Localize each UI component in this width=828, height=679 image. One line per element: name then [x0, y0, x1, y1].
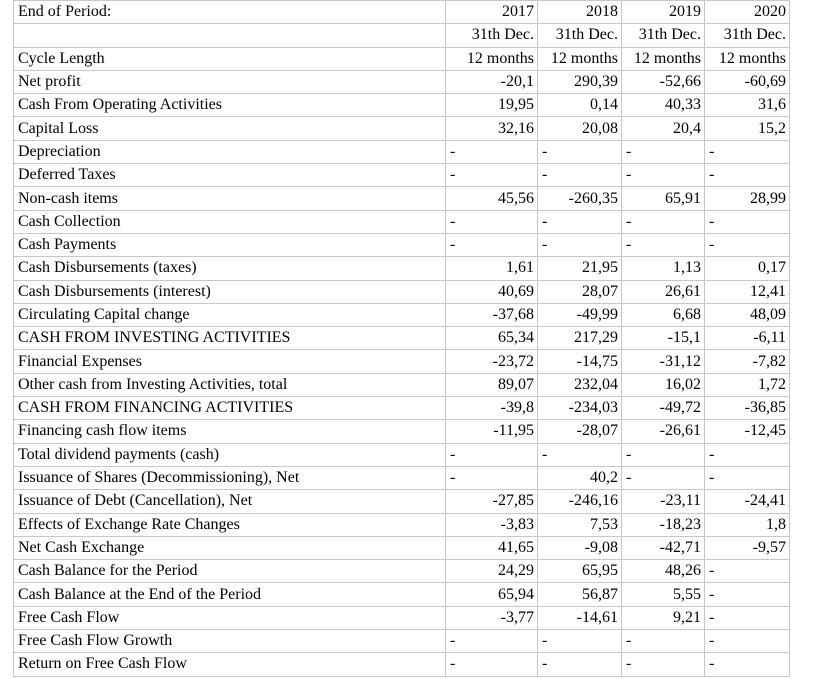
row-label: Cash Payments [14, 233, 446, 256]
row-label: Return on Free Cash Flow [14, 653, 446, 676]
date-2017: 31th Dec. [446, 24, 538, 47]
value-cell: 65,91 [622, 187, 705, 210]
value-cell: 48,09 [705, 303, 790, 326]
value-cell: 1,8 [705, 513, 790, 536]
value-cell: 16,02 [622, 373, 705, 396]
value-cell: 9,21 [622, 606, 705, 629]
value-cell: - [705, 583, 790, 606]
value-cell: - [538, 443, 622, 466]
row-label: Cash Disbursements (interest) [14, 280, 446, 303]
date-2019: 31th Dec. [622, 24, 705, 47]
value-cell: - [705, 140, 790, 163]
table-row [14, 210, 790, 233]
row-label: Total dividend payments (cash) [14, 443, 446, 466]
row-label: Capital Loss [14, 117, 446, 140]
value-cell: 41,65 [446, 536, 538, 559]
value-cell: - [705, 466, 790, 489]
value-cell: 1,72 [705, 373, 790, 396]
value-cell: -49,99 [538, 303, 622, 326]
table-row [14, 94, 790, 117]
value-cell: 1,13 [622, 257, 705, 280]
table-row [14, 443, 790, 466]
value-cell: - [705, 233, 790, 256]
value-cell: -9,57 [705, 536, 790, 559]
value-cell: 20,08 [538, 117, 622, 140]
table-row [14, 140, 790, 163]
row-label: Free Cash Flow [14, 606, 446, 629]
table-row [14, 490, 790, 513]
table-row [14, 606, 790, 629]
row-label: Non-cash items [14, 187, 446, 210]
table-row [14, 397, 790, 420]
value-cell: - [705, 164, 790, 187]
value-cell: - [446, 443, 538, 466]
value-cell: - [538, 630, 622, 653]
value-cell: 65,95 [538, 560, 622, 583]
row-label: Cycle Length [14, 47, 446, 70]
value-cell: - [446, 466, 538, 489]
value-cell: 45,56 [446, 187, 538, 210]
row-label: Financing cash flow items [14, 420, 446, 443]
value-cell: 40,33 [622, 94, 705, 117]
value-cell: -28,07 [538, 420, 622, 443]
value-cell: -24,41 [705, 490, 790, 513]
cash-flow-table [13, 0, 790, 677]
row-label: Cash Balance at the End of the Period [14, 583, 446, 606]
value-cell: - [622, 443, 705, 466]
table-row [14, 420, 790, 443]
value-cell: -60,69 [705, 70, 790, 93]
value-cell: 89,07 [446, 373, 538, 396]
row-label: Issuance of Debt (Cancellation), Net [14, 490, 446, 513]
value-cell: 5,55 [622, 583, 705, 606]
value-cell: 1,61 [446, 257, 538, 280]
value-cell: 31,6 [705, 94, 790, 117]
value-cell: - [538, 233, 622, 256]
row-label: Free Cash Flow Growth [14, 630, 446, 653]
value-cell: - [705, 630, 790, 653]
value-cell: - [705, 560, 790, 583]
date-2020: 31th Dec. [705, 24, 790, 47]
table-row [14, 536, 790, 559]
row-label: Effects of Exchange Rate Changes [14, 513, 446, 536]
value-cell: 28,07 [538, 280, 622, 303]
value-cell: 21,95 [538, 257, 622, 280]
value-cell: - [622, 164, 705, 187]
value-cell: -9,08 [538, 536, 622, 559]
table-row [14, 70, 790, 93]
header-row-years [14, 1, 790, 24]
row-label: CASH FROM INVESTING ACTIVITIES [14, 327, 446, 350]
table-row [14, 47, 790, 70]
value-cell: 40,69 [446, 280, 538, 303]
table-row [14, 560, 790, 583]
row-label: Other cash from Investing Activities, total [14, 373, 446, 396]
value-cell: - [622, 140, 705, 163]
value-cell: - [538, 653, 622, 676]
value-cell: - [705, 443, 790, 466]
table-row [14, 630, 790, 653]
value-cell: -26,61 [622, 420, 705, 443]
table-row [14, 164, 790, 187]
value-cell: 40,2 [538, 466, 622, 489]
value-cell: 20,4 [622, 117, 705, 140]
row-label: Cash From Operating Activities [14, 94, 446, 117]
value-cell: -234,03 [538, 397, 622, 420]
value-cell: - [622, 233, 705, 256]
value-cell: - [446, 210, 538, 233]
value-cell: 12 months [538, 47, 622, 70]
value-cell: -14,75 [538, 350, 622, 373]
row-label: Circulating Capital change [14, 303, 446, 326]
value-cell: -15,1 [622, 327, 705, 350]
value-cell: -6,11 [705, 327, 790, 350]
table-body [14, 1, 790, 677]
row-label: Issuance of Shares (Decommissioning), Net [14, 466, 446, 489]
row-label: Depreciation [14, 140, 446, 163]
year-2020: 2020 [705, 1, 790, 24]
value-cell: -14,61 [538, 606, 622, 629]
value-cell: -39,8 [446, 397, 538, 420]
value-cell: - [446, 140, 538, 163]
value-cell: 12 months [446, 47, 538, 70]
value-cell: 19,95 [446, 94, 538, 117]
value-cell: - [538, 210, 622, 233]
value-cell: 65,94 [446, 583, 538, 606]
value-cell: -7,82 [705, 350, 790, 373]
value-cell: 26,61 [622, 280, 705, 303]
value-cell: 290,39 [538, 70, 622, 93]
table-row [14, 350, 790, 373]
table-row [14, 653, 790, 676]
empty-header-cell [14, 24, 446, 47]
value-cell: -37,68 [446, 303, 538, 326]
value-cell: -260,35 [538, 187, 622, 210]
date-2018: 31th Dec. [538, 24, 622, 47]
table-row [14, 257, 790, 280]
table-row [14, 280, 790, 303]
value-cell: -23,11 [622, 490, 705, 513]
value-cell: -18,23 [622, 513, 705, 536]
value-cell: - [622, 210, 705, 233]
value-cell: -3,83 [446, 513, 538, 536]
value-cell: -49,72 [622, 397, 705, 420]
year-2017: 2017 [446, 1, 538, 24]
value-cell: 56,87 [538, 583, 622, 606]
table-row [14, 513, 790, 536]
value-cell: -12,45 [705, 420, 790, 443]
end-of-period-label: End of Period: [14, 1, 446, 24]
year-2019: 2019 [622, 1, 705, 24]
value-cell: 65,34 [446, 327, 538, 350]
row-label: Net Cash Exchange [14, 536, 446, 559]
value-cell: - [622, 653, 705, 676]
value-cell: - [446, 630, 538, 653]
value-cell: -246,16 [538, 490, 622, 513]
value-cell: -11,95 [446, 420, 538, 443]
value-cell: -23,72 [446, 350, 538, 373]
value-cell: -3,77 [446, 606, 538, 629]
value-cell: - [538, 140, 622, 163]
row-label: Deferred Taxes [14, 164, 446, 187]
value-cell: - [705, 606, 790, 629]
value-cell: 232,04 [538, 373, 622, 396]
value-cell: 0,14 [538, 94, 622, 117]
value-cell: 0,17 [705, 257, 790, 280]
value-cell: - [705, 653, 790, 676]
value-cell: 48,26 [622, 560, 705, 583]
value-cell: 24,29 [446, 560, 538, 583]
table-row [14, 327, 790, 350]
row-label: Cash Collection [14, 210, 446, 233]
value-cell: 12,41 [705, 280, 790, 303]
table-row [14, 466, 790, 489]
value-cell: - [622, 466, 705, 489]
value-cell: 217,29 [538, 327, 622, 350]
value-cell: 7,53 [538, 513, 622, 536]
value-cell: - [446, 233, 538, 256]
value-cell: - [446, 164, 538, 187]
value-cell: -52,66 [622, 70, 705, 93]
table-row [14, 303, 790, 326]
row-label: Cash Balance for the Period [14, 560, 446, 583]
row-label: Net profit [14, 70, 446, 93]
value-cell: - [705, 210, 790, 233]
row-label: Financial Expenses [14, 350, 446, 373]
value-cell: 6,68 [622, 303, 705, 326]
value-cell: 12 months [705, 47, 790, 70]
value-cell: 32,16 [446, 117, 538, 140]
value-cell: - [538, 164, 622, 187]
value-cell: -31,12 [622, 350, 705, 373]
value-cell: - [622, 630, 705, 653]
table-row [14, 187, 790, 210]
table-row [14, 117, 790, 140]
value-cell: -27,85 [446, 490, 538, 513]
table-row [14, 583, 790, 606]
value-cell: 12 months [622, 47, 705, 70]
table-row [14, 373, 790, 396]
value-cell: -42,71 [622, 536, 705, 559]
table-row [14, 233, 790, 256]
value-cell: -36,85 [705, 397, 790, 420]
row-label: CASH FROM FINANCING ACTIVITIES [14, 397, 446, 420]
value-cell: -20,1 [446, 70, 538, 93]
value-cell: 15,2 [705, 117, 790, 140]
value-cell: - [446, 653, 538, 676]
year-2018: 2018 [538, 1, 622, 24]
value-cell: 28,99 [705, 187, 790, 210]
row-label: Cash Disbursements (taxes) [14, 257, 446, 280]
header-row-dates [14, 24, 790, 47]
